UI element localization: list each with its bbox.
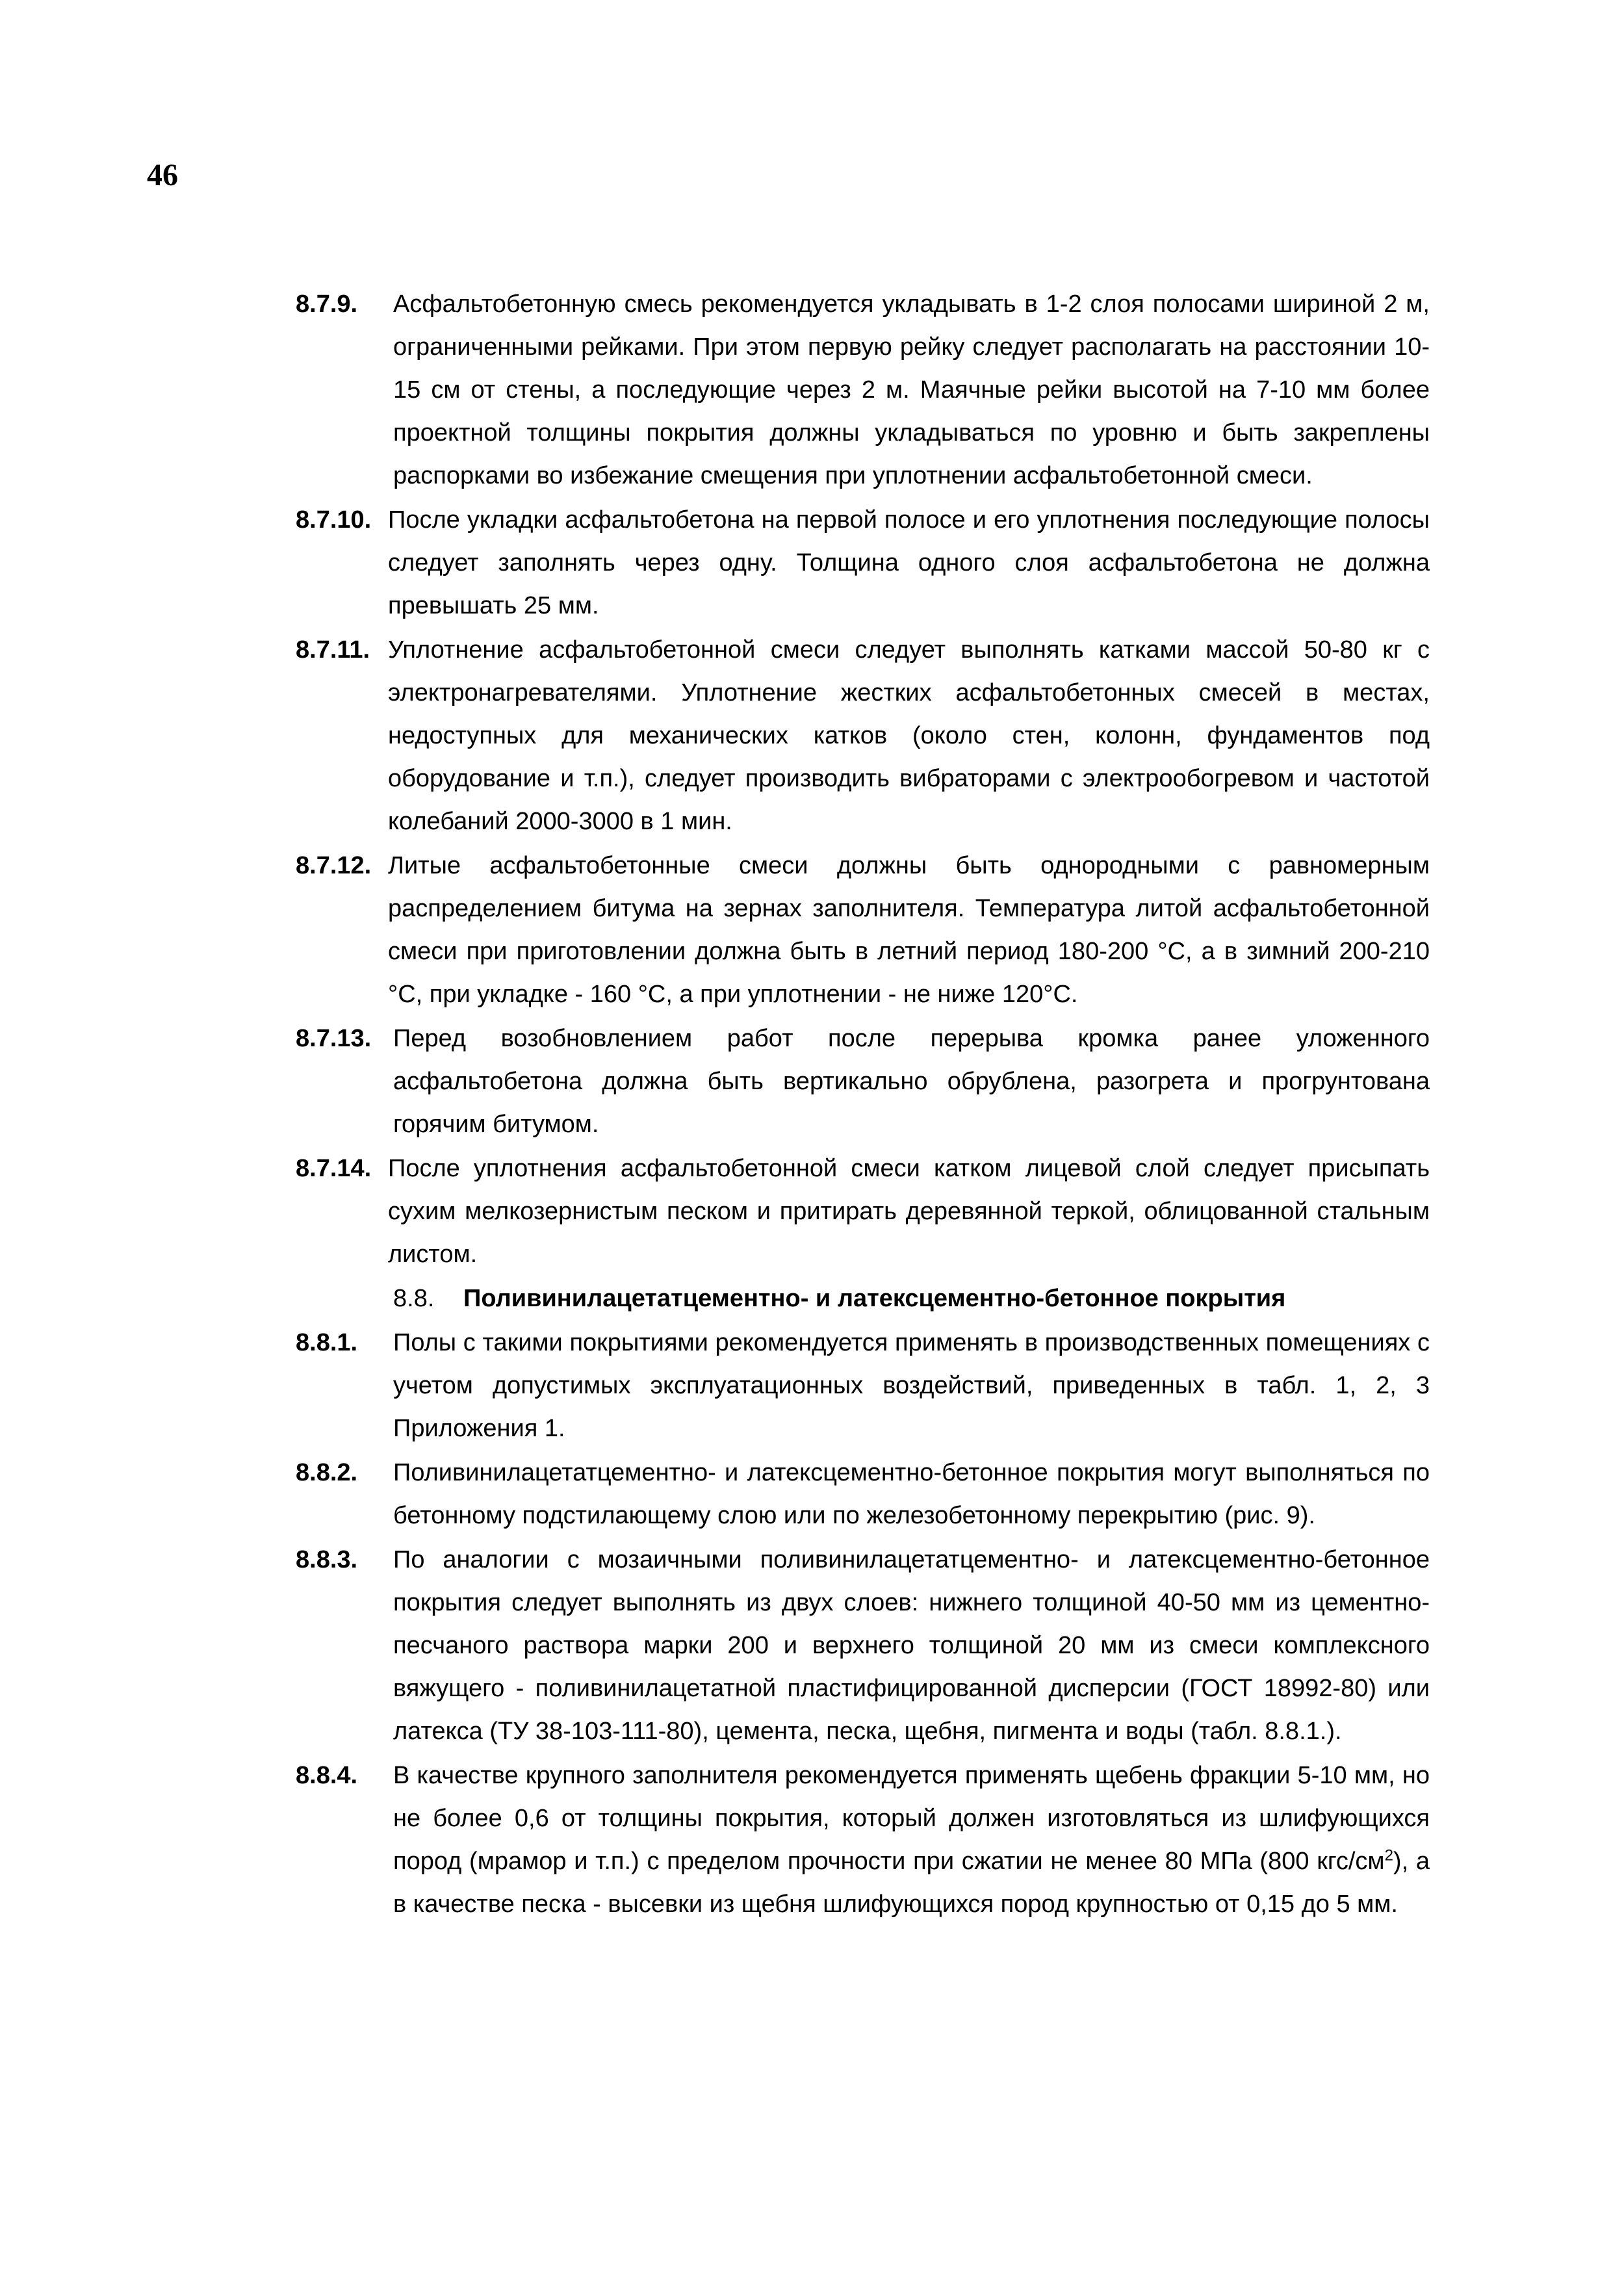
- text-before-superscript: В качестве крупного заполнителя рекомендуется применять щебень фракции 5-10 мм, но не более 0,6 от толщины покрытия, который должен изготовляться из шлифующихся пород (мрамор и т.п.) с пределом прочности при сжатии не менее 80 МПа (800 кгс/см: [393, 1762, 1430, 1875]
- section-heading-8-8: [296, 1277, 1430, 1320]
- section-title: Поливинилацетатцементно- и латексцементно-бетонное покрытия: [463, 1285, 1286, 1312]
- paragraph-number: 8.7.9.: [296, 291, 358, 318]
- paragraph-number: 8.7.14.: [296, 1155, 372, 1182]
- paragraph-8-8-1: [296, 1321, 1430, 1450]
- paragraph-8-7-10: [296, 498, 1430, 627]
- paragraph-number: 8.8.3.: [296, 1546, 358, 1573]
- paragraph-number: 8.8.1.: [296, 1329, 358, 1356]
- paragraph-8-8-4: [296, 1754, 1430, 1926]
- paragraph-number: 8.8.2.: [296, 1459, 358, 1486]
- paragraph-8-7-14: [296, 1147, 1430, 1276]
- paragraph-text: После укладки асфальтобетона на первой полосе и его уплотнения последующие полосы следует заполнять через одну. Толщина одного слоя асфальтобетона не должна превышать 25 мм.: [388, 506, 1430, 619]
- paragraph-text: По аналогии с мозаичными поливинилацетатцементно- и латексцементно-бетонное покрытия следует выполнять из двух слоев: нижнего толщиной 40-50 мм из цементно-песчаного раствора марки 200 и верхнего толщиной 20 мм из смеси комплексного вяжущего - поливинилацетатной пластифицированной дисперсии (ГОСТ 18992-80) или латекса (ТУ 38-103-111-80), цемента, песка, щебня, пигмента и воды (табл. 8.8.1.).: [393, 1546, 1430, 1745]
- paragraph-text: Перед возобновлением работ после перерыва кромка ранее уложенного асфальтобетона должна быть вертикально обрублена, разогрета и прогрунтована горячим битумом.: [393, 1025, 1430, 1138]
- paragraph-8-7-11: [296, 628, 1430, 843]
- paragraph-text: [393, 1754, 1430, 1926]
- paragraph-text: Асфальтобетонную смесь рекомендуется укладывать в 1-2 слоя полосами шириной 2 м, ограниченными рейками. При этом первую рейку следует располагать на расстоянии 10-15 см от стены, а последующие через 2 м. Маячные рейки высотой на 7-10 мм более проектной толщины покрытия должны укладываться по уровню и быть закреплены распорками во избежание смещения при уплотнении асфальтобетонной смеси.: [393, 291, 1430, 489]
- paragraph-text: Уплотнение асфальтобетонной смеси следует выполнять катками массой 50-80 кг с электронагревателями. Уплотнение жестких асфальтобетонных смесей в местах, недоступных для механических катков (около стен, колонн, фундаментов под оборудование и т.п.), следует производить вибраторами с электрообогревом и частотой колебаний 2000-3000 в 1 мин.: [388, 636, 1430, 835]
- paragraph-text: Поливинилацетатцементно- и латексцементно-бетонное покрытия могут выполняться по бетонному подстилающему слою или по железобетонному перекрытию (рис. 9).: [393, 1459, 1430, 1529]
- page-number: 46: [147, 158, 178, 192]
- text-after-superscript: ), а в качестве песка - высевки из щебня шлифующихся пород крупностью от 0,15 до 5 мм.: [393, 1848, 1430, 1918]
- paragraph-8-7-13: [296, 1017, 1430, 1146]
- paragraph-text: Полы с такими покрытиями рекомендуется применять в производственных помещениях с учетом допустимых эксплуатационных воздействий, приведенных в табл. 1, 2, 3 Приложения 1.: [393, 1329, 1430, 1442]
- paragraph-number: 8.7.13.: [296, 1025, 372, 1052]
- paragraph-8-7-9: [296, 283, 1430, 497]
- paragraph-number: 8.7.10.: [296, 506, 372, 534]
- paragraph-number: 8.7.12.: [296, 852, 372, 879]
- superscript: 2: [1384, 1846, 1393, 1865]
- paragraph-text: После уплотнения асфальтобетонной смеси катком лицевой слой следует присыпать сухим мелкозернистым песком и притирать деревянной теркой, облицованной стальным листом.: [388, 1155, 1430, 1268]
- paragraph-number: 8.7.11.: [296, 636, 370, 664]
- paragraph-8-8-2: [296, 1451, 1430, 1537]
- paragraph-number: 8.8.4.: [296, 1762, 358, 1789]
- section-number: 8.8.: [393, 1285, 435, 1312]
- paragraph-8-8-3: [296, 1538, 1430, 1753]
- paragraph-8-7-12: [296, 844, 1430, 1016]
- document-body: [296, 283, 1430, 1927]
- paragraph-text: Литые асфальтобетонные смеси должны быть однородными с равномерным распределением битума на зернах заполнителя. Температура литой асфальтобетонной смеси при приготовлении должна быть в летний период 180-200 °С, а в зимний 200-210 °С, при укладке - 160 °С, а при уплотнении - не ниже 120°С.: [388, 852, 1430, 1008]
